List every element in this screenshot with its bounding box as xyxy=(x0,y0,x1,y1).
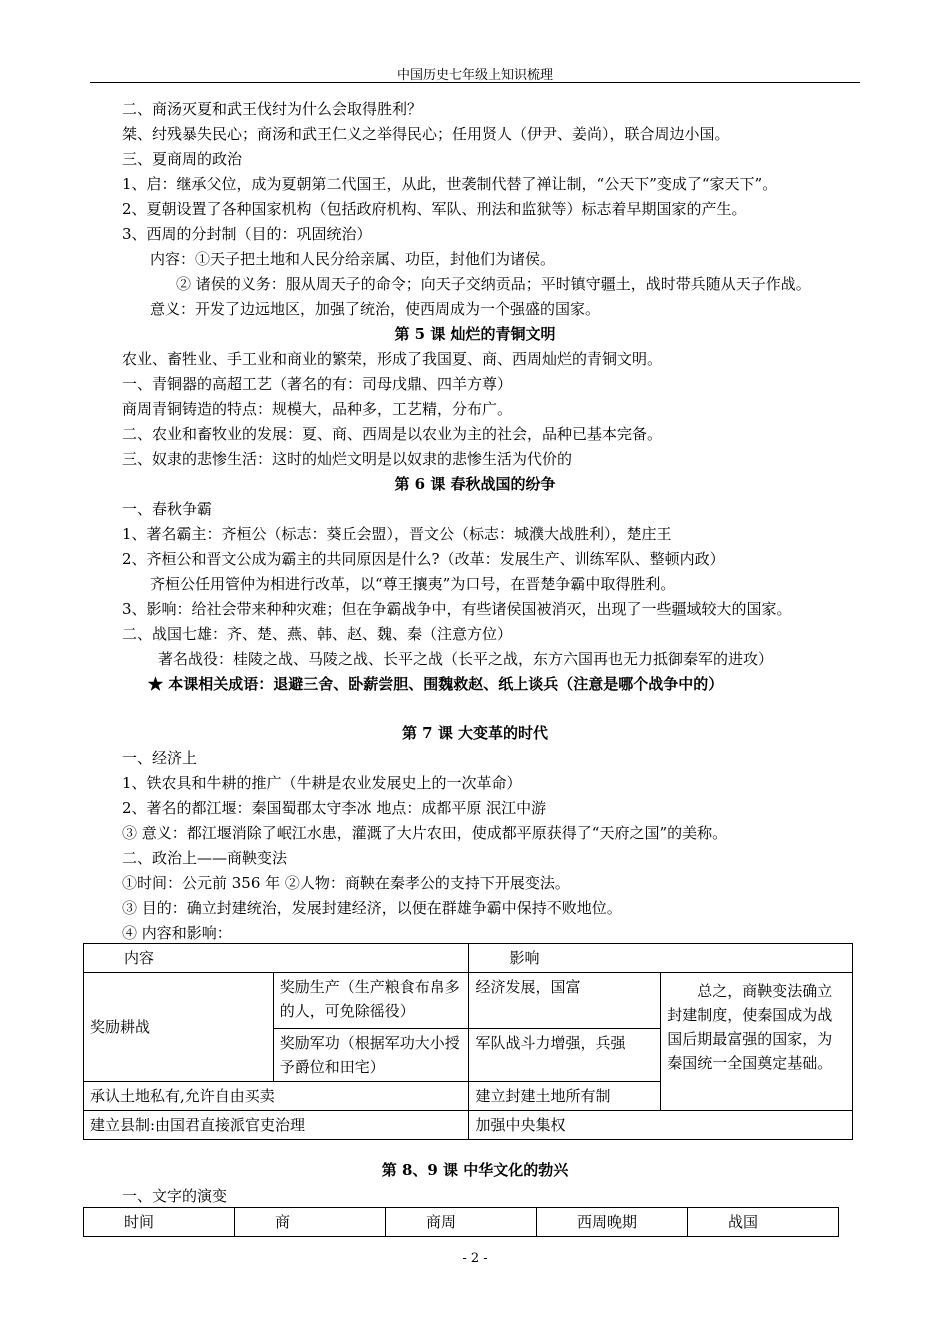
page-header: 中国历史七年级上知识梳理 xyxy=(396,68,553,83)
text-line: ③ 目的：确立封建统治，发展封建经济，以便在群雄争霸中保持不败地位。 xyxy=(122,899,622,917)
text-line: ①时间：公元前 356 年 ②人物：商鞅在秦孝公的支持下开展变法。 xyxy=(122,874,570,892)
reform-effect: 建立封建土地所有制 xyxy=(469,1082,661,1111)
text-line: 1、著名霸主：齐桓公（标志：葵丘会盟），晋文公（标志：城濮大战胜利），楚庄王 xyxy=(122,525,672,543)
text-line: ③ 意义：都江堰消除了岷江水患，灌溉了大片农田，使成都平原获得了“天府之国”的美称。 xyxy=(122,824,728,842)
reform-main-item: 奖励耕战 xyxy=(84,973,274,1082)
text-line: 二、战国七雄：齐、楚、燕、韩、赵、魏、秦（注意方位） xyxy=(122,625,513,643)
text-line: 1、启：继承父位，成为夏朝第二代国王，从此，世袭制代替了禅让制，“公天下”变成了“家天下”。 xyxy=(122,175,778,193)
lesson-title: 第 5 课 灿烂的青铜文明 xyxy=(394,325,556,343)
text-line: 二、政治上——商鞅变法 xyxy=(122,849,288,867)
reform-table xyxy=(83,943,853,1140)
text-line: 著名战役：桂陵之战、马陵之战、长平之战（长平之战，东方六国再也无力抵御秦军的进攻） xyxy=(158,650,774,668)
reform-header-effect: 影响 xyxy=(469,944,853,973)
header-rule xyxy=(90,82,860,83)
text-line: 1、铁农具和牛耕的推广（牛耕是农业发展史上的一次革命） xyxy=(122,774,522,792)
script-cell: 时间 xyxy=(84,1208,235,1237)
lesson-title: 第 8、9 课 中华文化的勃兴 xyxy=(381,1161,569,1179)
reform-header-content: 内容 xyxy=(84,944,469,973)
reform-sub-item: 奖励军功（根据军功大小授予爵位和田宅） xyxy=(273,1029,469,1082)
script-cell: 商 xyxy=(235,1208,386,1237)
text-line: 二、商汤灭夏和武王伐纣为什么会取得胜利？ xyxy=(122,100,423,118)
text-line: 内容：①天子把土地和人民分给亲属、功臣，封他们为诸侯。 xyxy=(150,250,556,268)
idioms-note: ★ 本课相关成语：退避三舍、卧薪尝胆、围魏救赵、纸上谈兵（注意是哪个战争中的） xyxy=(148,675,724,693)
text-line: 齐桓公任用管仲为相进行改革，以“尊王攘夷”为口号，在晋楚争霸中取得胜利。 xyxy=(150,575,676,593)
text-line: 农业、畜牲业、手工业和商业的繁荣，形成了我国夏、商、西周灿烂的青铜文明。 xyxy=(122,350,663,368)
lesson-title: 第 7 课 大变革的时代 xyxy=(401,724,549,742)
text-line: 一、经济上 xyxy=(122,749,198,767)
reform-sub-item: 奖励生产（生产粮食布帛多的人，可免除徭役） xyxy=(273,973,469,1029)
script-cell: 商周 xyxy=(386,1208,537,1237)
text-line: 桀、纣残暴失民心；商汤和武王仁义之举得民心；任用贤人（伊尹、姜尚），联合周边小国。 xyxy=(122,125,730,143)
text-line: 商周青铜铸造的特点：规模大，品种多，工艺精，分布广。 xyxy=(122,400,513,418)
text-line: 三、夏商周的政治 xyxy=(122,150,243,168)
script-table xyxy=(83,1207,839,1237)
text-line: 意义：开发了边远地区，加强了统治，使西周成为一个强盛的国家。 xyxy=(150,300,601,318)
reform-summary: 总之，商鞅变法确立封建制度，使秦国成为战国后期最富强的国家，为秦国统一全国奠定基础。 xyxy=(661,973,853,1111)
text-line: ④ 内容和影响： xyxy=(122,924,232,942)
text-line: 2、齐桓公和晋文公成为霸主的共同原因是什么?（改革：发展生产、训练军队、整顿内政） xyxy=(122,550,725,568)
reform-content: 建立县制:由国君直接派官吏治理 xyxy=(84,1111,469,1140)
text-line: 一、文字的演变 xyxy=(122,1187,228,1205)
text-line: 2、夏朝设置了各种国家机构（包括政府机构、军队、刑法和监狱等）标志着早期国家的产生。 xyxy=(122,200,747,218)
reform-effect: 经济发展，国富 xyxy=(469,973,661,1029)
reform-effect: 加强中央集权 xyxy=(469,1111,853,1140)
text-line: 一、青铜器的高超工艺（著名的有：司母戊鼎、四羊方尊） xyxy=(122,375,513,393)
text-line: 三、奴隶的悲惨生活：这时的灿烂文明是以奴隶的悲惨生活为代价的 xyxy=(122,450,573,468)
text-line: ② 诸侯的义务：服从周天子的命令；向天子交纳贡品；平时镇守疆土，战时带兵随从天子作战。 xyxy=(176,275,811,293)
script-cell: 战国 xyxy=(688,1208,839,1237)
page-number: - 2 - xyxy=(462,1251,488,1266)
text-line: 一、春秋争霸 xyxy=(122,500,213,518)
script-cell: 西周晚期 xyxy=(537,1208,688,1237)
reform-content: 承认土地私有,允许自由买卖 xyxy=(84,1082,469,1111)
text-line: 3、影响：给社会带来种种灾难；但在争霸战争中，有些诸侯国被消灭，出现了一些疆域较大的国家。 xyxy=(122,600,792,618)
lesson-title: 第 6 课 春秋战国的纷争 xyxy=(394,475,556,493)
text-line: 2、著名的都江堰：秦国蜀郡太守李冰 地点：成都平原 泯江中游 xyxy=(122,799,547,817)
text-line: 二、农业和畜牧业的发展：夏、商、西周是以农业为主的社会，品种已基本完备。 xyxy=(122,425,663,443)
reform-effect: 军队战斗力增强，兵强 xyxy=(469,1029,661,1082)
text-line: 3、西周的分封制（目的：巩固统治） xyxy=(122,225,372,243)
